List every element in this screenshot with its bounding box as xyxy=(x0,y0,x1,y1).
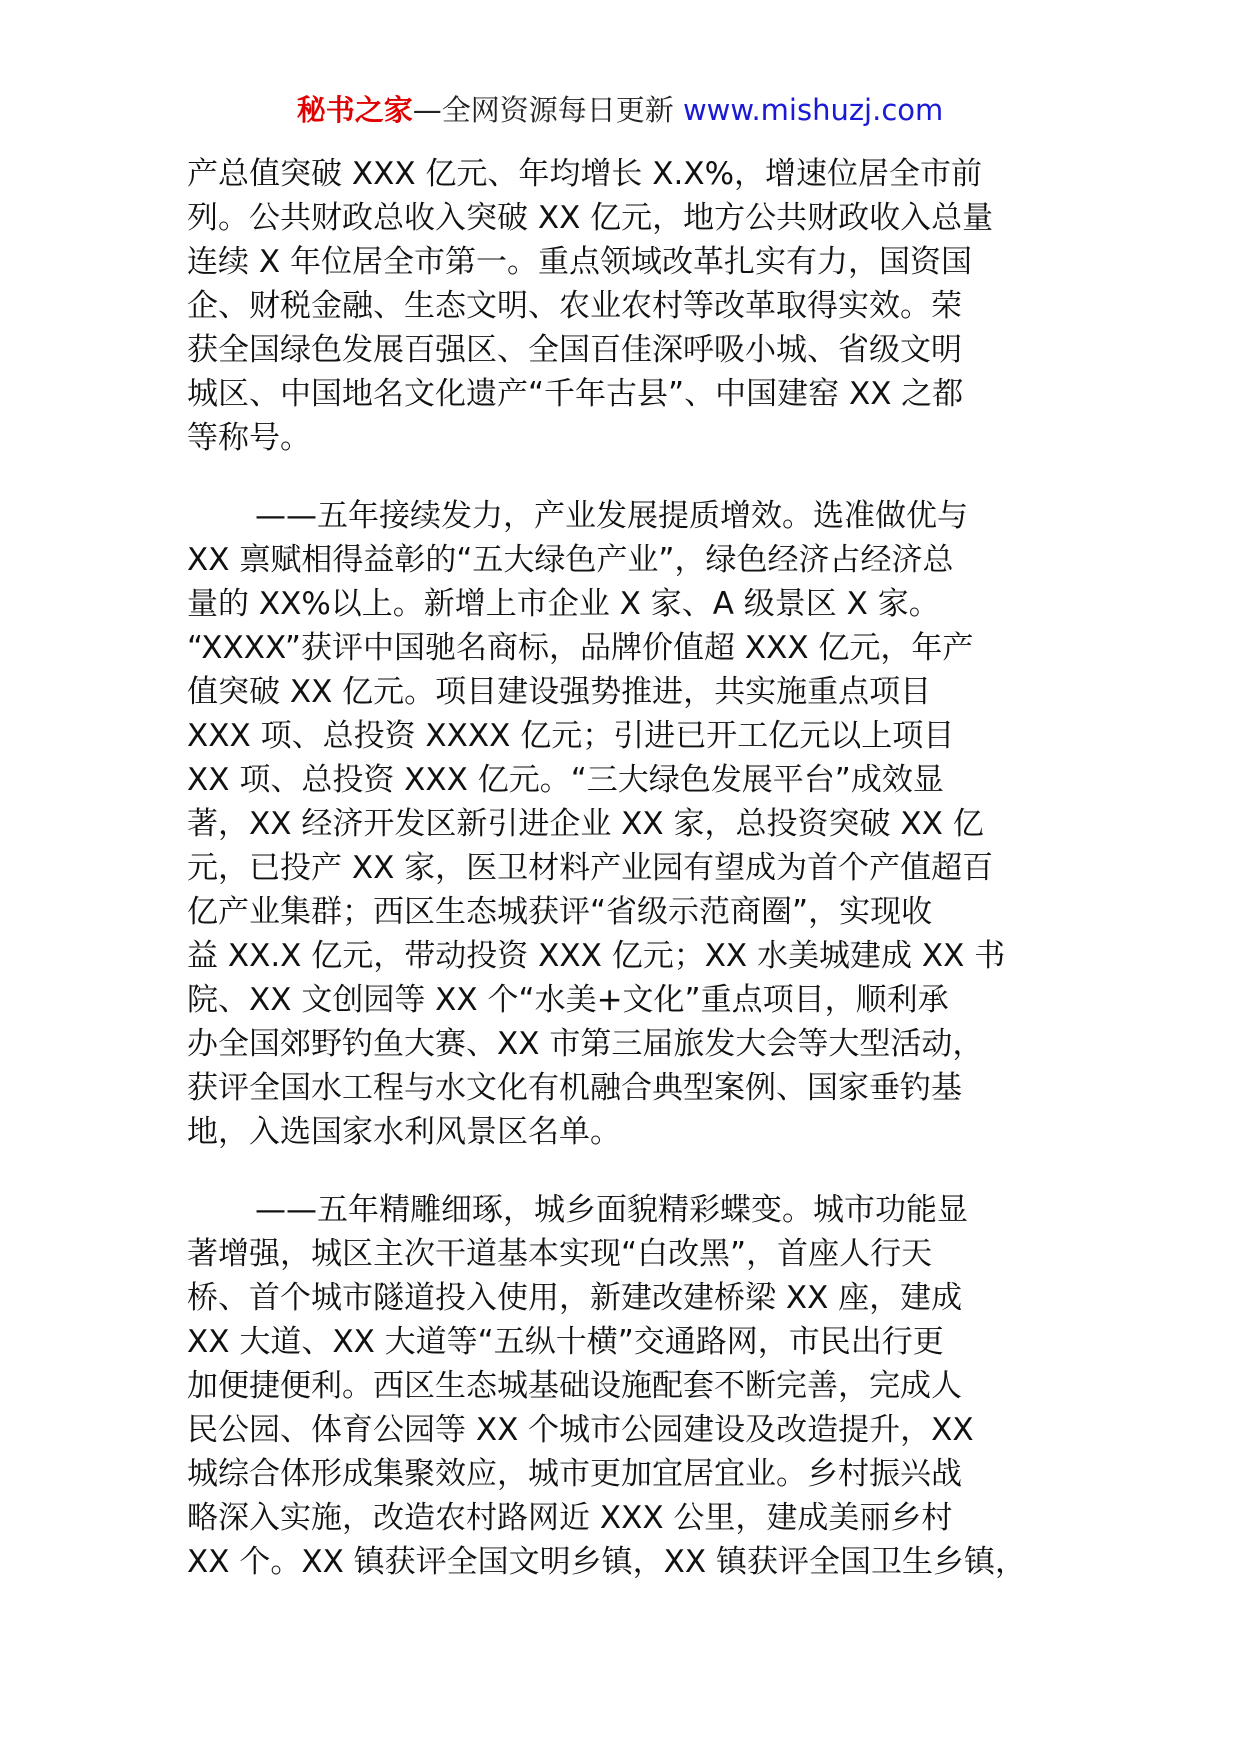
text-line: 略深入实施，改造农村路网近 XXX 公里，建成美丽乡村 xyxy=(187,1500,953,1536)
text-line: 获全国绿色发展百强区、全国百佳深呼吸小城、省级文明 xyxy=(187,332,962,368)
text-line: “XXXX”获评中国驰名商标，品牌价值超 XXX 亿元，年产 xyxy=(187,630,974,666)
page-header xyxy=(0,92,1240,128)
text-line: 地，入选国家水利风景区名单。 xyxy=(187,1114,621,1150)
text-line: 办全国郊野钓鱼大赛、XX 市第三届旅发大会等大型活动， xyxy=(187,1026,984,1062)
paragraph-gap xyxy=(187,460,1067,494)
text-line: 等称号。 xyxy=(187,420,311,456)
text-line: XX 大道、XX 大道等“五纵十横”交通路网，市民出行更 xyxy=(187,1324,944,1360)
site-url-link[interactable]: www.mishuzj.com xyxy=(682,93,944,127)
text-line: 城综合体形成集聚效应，城市更加宜居宜业。乡村振兴战 xyxy=(187,1456,962,1492)
text-line: 院、XX 文创园等 XX 个“水美+文化”重点项目，顺利承 xyxy=(187,982,949,1018)
text-line: 益 XX.X 亿元，带动投资 XXX 亿元；XX 水美城建成 XX 书 xyxy=(187,938,1006,974)
text-line: XXX 项、总投资 XXXX 亿元；引进已开工亿元以上项目 xyxy=(187,718,955,754)
text-line: 亿产业集群；西区生态城获评“省级示范商圈”，实现收 xyxy=(187,894,933,930)
paragraph-gap xyxy=(187,1154,1067,1188)
text-line: 著增强，城区主次干道基本实现“白改黑”，首座人行天 xyxy=(187,1236,933,1272)
text-line: 获评全国水工程与水文化有机融合典型案例、国家垂钓基 xyxy=(187,1070,962,1106)
document-body xyxy=(187,152,1067,1584)
text-line: 城区、中国地名文化遗产“千年古县”、中国建窑 XX 之都 xyxy=(187,376,964,412)
text-line: XX 禀赋相得益彰的“五大绿色产业”，绿色经济占经济总 xyxy=(187,542,954,578)
text-line: 量的 XX%以上。新增上市企业 X 家、A 级景区 X 家。 xyxy=(187,586,940,622)
text-line: 元，已投产 XX 家，医卫材料产业园有望成为首个产值超百 xyxy=(187,850,994,886)
paragraph-2 xyxy=(187,494,1067,1154)
text-line: XX 项、总投资 XXX 亿元。“三大绿色发展平台”成效显 xyxy=(187,762,944,798)
paragraph-3 xyxy=(187,1188,1067,1584)
text-line: XX 个。XX 镇获评全国文明乡镇，XX 镇获评全国卫生乡镇， xyxy=(187,1544,1026,1580)
text-line: 值突破 XX 亿元。项目建设强势推进，共实施重点项目 xyxy=(187,674,932,710)
text-line: 民公园、体育公园等 XX 个城市公园建设及改造提升，XX xyxy=(187,1412,974,1448)
site-tagline: —全网资源每日更新 xyxy=(412,93,683,127)
text-line: 连续 X 年位居全市第一。重点领域改革扎实有力，国资国 xyxy=(187,244,972,280)
site-brand: 秘书之家 xyxy=(296,93,413,127)
text-line: 列。公共财政总收入突破 XX 亿元，地方公共财政收入总量 xyxy=(187,200,994,236)
text-line: ——五年接续发力，产业发展提质增效。选准做优与 xyxy=(255,498,968,534)
text-line: ——五年精雕细琢，城乡面貌精彩蝶变。城市功能显 xyxy=(255,1192,968,1228)
text-line: 产总值突破 XXX 亿元、年均增长 X.X%，增速位居全市前 xyxy=(187,156,983,192)
text-line: 加便捷便利。西区生态城基础设施配套不断完善，完成人 xyxy=(187,1368,962,1404)
paragraph-1 xyxy=(187,152,1067,460)
text-line: 著，XX 经济开发区新引进企业 XX 家，总投资突破 XX 亿 xyxy=(187,806,984,842)
text-line: 桥、首个城市隧道投入使用，新建改建桥梁 XX 座，建成 xyxy=(187,1280,963,1316)
text-line: 企、财税金融、生态文明、农业农村等改革取得实效。荣 xyxy=(187,288,962,324)
